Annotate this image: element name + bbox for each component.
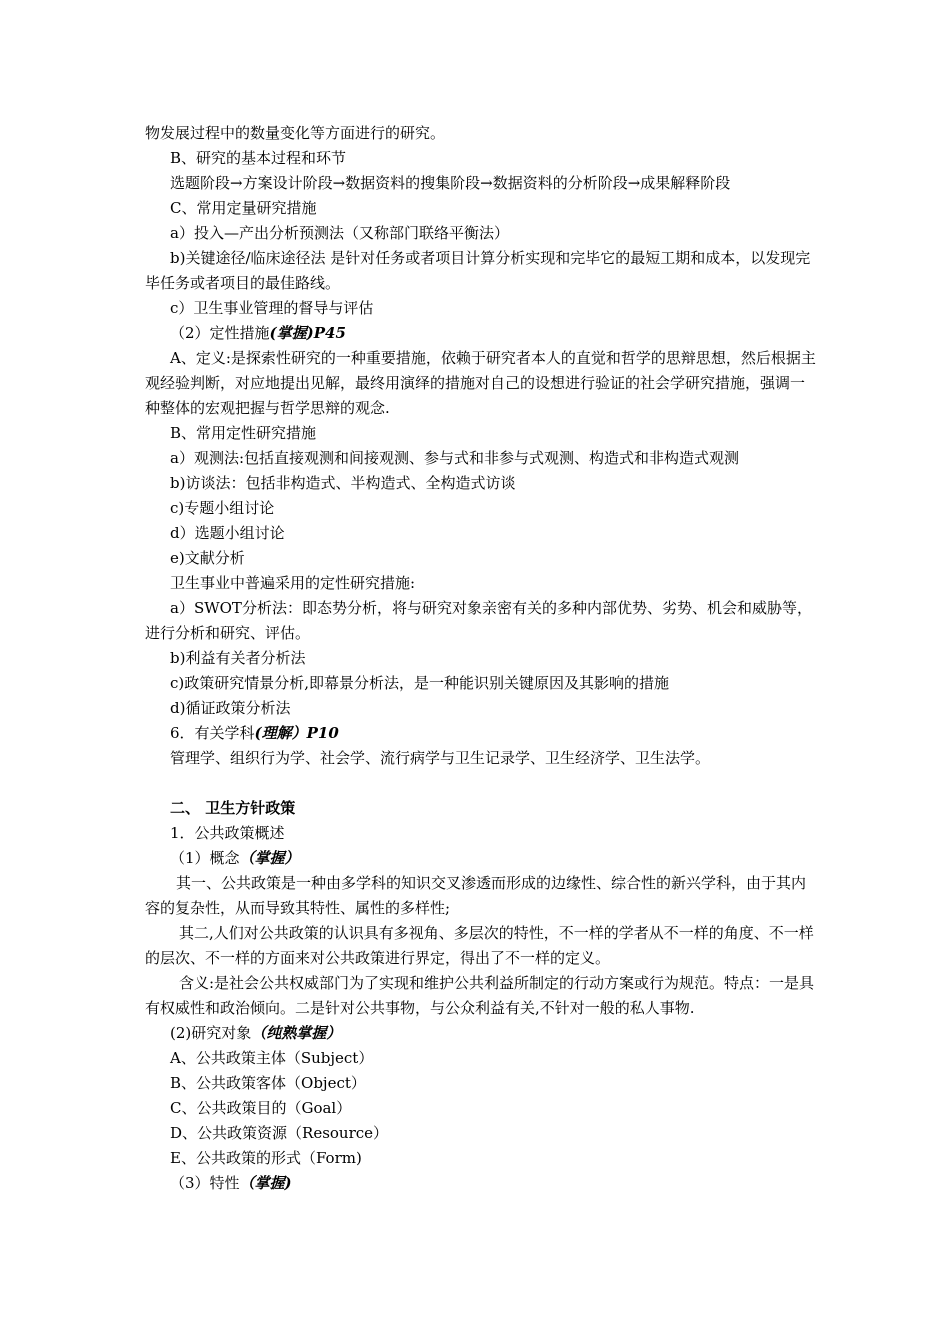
list-item: d）选题小组讨论 bbox=[170, 524, 285, 542]
list-item: b)关键途径/临床途径法 是针对任务或者项目计算分析实现和完毕它的最短工期和成本，以发现完毕任务或者项目的最佳路线。 bbox=[145, 249, 811, 292]
subsection-heading-text: 6．有关学科 bbox=[170, 724, 255, 742]
subsection-heading-text: （1）概念 bbox=[170, 849, 240, 867]
section-heading: C、常用定量研究措施 bbox=[170, 199, 317, 217]
document-page bbox=[145, 121, 817, 1196]
list-item: E、公共政策的形式（Form) bbox=[170, 1149, 362, 1167]
list-item: A、公共政策主体（Subject） bbox=[170, 1049, 374, 1067]
list-item: a）SWOT分析法：即态势分析，将与研究对象亲密有关的多种内部优势、劣势、机会和威胁等，进行分析和研究、评估。 bbox=[145, 599, 812, 642]
paragraph: A、定义:是探索性研究的一种重要措施，依赖于研究者本人的直觉和哲学的思辩思想，然后根据主观经验判断，对应地提出见解，最终用演绎的措施对自己的设想进行验证的社会学研究措施，强调一种整体的宏观把握与哲学思辩的观念. bbox=[145, 349, 816, 417]
subsection-heading bbox=[145, 1171, 817, 1196]
chapter-heading: 二、 卫生方针政策 bbox=[170, 799, 296, 817]
list-item: B、公共政策客体（Object） bbox=[170, 1074, 366, 1092]
subsection-heading bbox=[145, 721, 817, 746]
list-item: b)访谈法：包括非构造式、半构造式、全构造式访谈 bbox=[170, 474, 516, 492]
emphasis-note: （掌握） bbox=[239, 849, 300, 867]
list-item: a）观测法:包括直接观测和间接观测、参与式和非参与式观测、构造式和非构造式观测 bbox=[170, 449, 740, 467]
emphasis-note: （纯熟掌握） bbox=[251, 1024, 342, 1042]
subsection-heading bbox=[145, 321, 817, 346]
list-item: b)利益有关者分析法 bbox=[170, 649, 306, 667]
paragraph: 其一、公共政策是一种由多学科的知识交叉渗透而形成的边缘性、综合性的新兴学科，由于其内容的复杂性，从而导致其特性、属性的多样性; bbox=[145, 874, 807, 917]
list-item: d)循证政策分析法 bbox=[170, 699, 291, 717]
section-heading: B、常用定性研究措施 bbox=[170, 424, 317, 442]
emphasis-note: (掌握)P45 bbox=[269, 324, 346, 342]
subsection-heading-text: （3）特性 bbox=[170, 1174, 240, 1192]
list-item: C、公共政策目的（Goal） bbox=[170, 1099, 352, 1117]
list-item: D、公共政策资源（Resource） bbox=[170, 1124, 389, 1142]
paragraph: 选题阶段→方案设计阶段→数据资料的搜集阶段→数据资料的分析阶段→成果解释阶段 bbox=[170, 174, 731, 192]
section-heading: B、研究的基本过程和环节 bbox=[170, 149, 347, 167]
list-item: c)专题小组讨论 bbox=[170, 499, 275, 517]
list-item: c）卫生事业管理的督导与评估 bbox=[170, 299, 374, 317]
paragraph: 管理学、组织行为学、社会学、流行病学与卫生记录学、卫生经济学、卫生法学。 bbox=[170, 749, 711, 767]
list-item: a）投入—产出分析预测法（又称部门联络平衡法） bbox=[170, 224, 509, 242]
list-item: e)文献分析 bbox=[170, 549, 245, 567]
paragraph: 卫生事业中普遍采用的定性研究措施: bbox=[170, 574, 416, 592]
paragraph: 含义:是社会公共权威部门为了实现和维护公共利益所制定的行动方案或行为规范。特点：一是具有权威性和政治倾向。二是针对公共事物，与公众利益有关,不针对一般的私人事物. bbox=[145, 974, 815, 1017]
list-item: c)政策研究情景分析,即幕景分析法，是一种能识别关键原因及其影响的措施 bbox=[170, 674, 670, 692]
subsection-heading bbox=[145, 846, 817, 871]
subsection-heading bbox=[145, 1021, 817, 1046]
paragraph: 物发展过程中的数量变化等方面进行的研究。 bbox=[145, 124, 446, 142]
subsection-heading: 1．公共政策概述 bbox=[170, 824, 285, 842]
paragraph: 其二,人们对公共政策的认识具有多视角、多层次的特性，不一样的学者从不一样的角度、不一样的层次、不一样的方面来对公共政策进行界定，得出了不一样的定义。 bbox=[145, 924, 814, 967]
subsection-heading-text: (2)研究对象 bbox=[170, 1024, 252, 1042]
emphasis-note: （掌握) bbox=[239, 1174, 292, 1192]
emphasis-note: (理解）P10 bbox=[254, 724, 339, 742]
subsection-heading-text: （2）定性措施 bbox=[170, 324, 270, 342]
